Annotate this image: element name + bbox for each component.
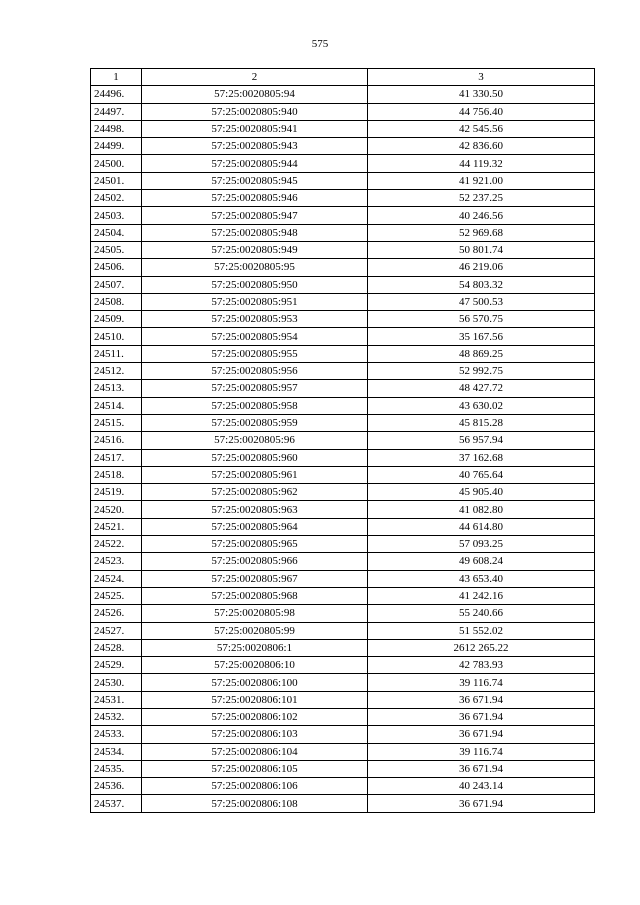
- row-number-cell: 24514.: [91, 397, 142, 414]
- table-row: [91, 241, 595, 258]
- cadastral-number-cell: 57:25:0020806:105: [142, 760, 368, 777]
- table-row: [91, 501, 595, 518]
- cadastral-number-cell: 57:25:0020805:962: [142, 484, 368, 501]
- table-row: [91, 743, 595, 760]
- cadastral-value-table: [90, 68, 595, 813]
- row-number-cell: 24530.: [91, 674, 142, 691]
- cadastral-value-cell: 54 803.32: [368, 276, 595, 293]
- table-row: [91, 536, 595, 553]
- cadastral-value-cell: 36 671.94: [368, 726, 595, 743]
- row-number-cell: 24536.: [91, 778, 142, 795]
- cadastral-value-cell: 56 570.75: [368, 311, 595, 328]
- table-row: [91, 224, 595, 241]
- row-number-cell: 24511.: [91, 345, 142, 362]
- cadastral-value-cell: 46 219.06: [368, 259, 595, 276]
- cadastral-value-cell: 41 330.50: [368, 86, 595, 103]
- row-number-cell: 24529.: [91, 657, 142, 674]
- table-row: [91, 138, 595, 155]
- table-row: [91, 120, 595, 137]
- table-row: [91, 449, 595, 466]
- cadastral-value-cell: 44 119.32: [368, 155, 595, 172]
- row-number-cell: 24515.: [91, 414, 142, 431]
- cadastral-value-cell: 48 427.72: [368, 380, 595, 397]
- table-row: [91, 328, 595, 345]
- row-number-cell: 24525.: [91, 587, 142, 604]
- table-body: [91, 86, 595, 812]
- cadastral-number-cell: 57:25:0020806:106: [142, 778, 368, 795]
- cadastral-value-cell: 43 653.40: [368, 570, 595, 587]
- cadastral-number-cell: 57:25:0020805:95: [142, 259, 368, 276]
- cadastral-value-cell: 52 992.75: [368, 363, 595, 380]
- cadastral-number-cell: 57:25:0020805:963: [142, 501, 368, 518]
- cadastral-value-cell: 43 630.02: [368, 397, 595, 414]
- table-row: [91, 103, 595, 120]
- row-number-cell: 24506.: [91, 259, 142, 276]
- row-number-cell: 24521.: [91, 518, 142, 535]
- cadastral-number-cell: 57:25:0020805:94: [142, 86, 368, 103]
- cadastral-value-cell: 52 237.25: [368, 190, 595, 207]
- cadastral-value-cell: 2612 265.22: [368, 639, 595, 656]
- cadastral-number-cell: 57:25:0020806:100: [142, 674, 368, 691]
- cadastral-value-cell: 48 869.25: [368, 345, 595, 362]
- cadastral-value-cell: 41 242.16: [368, 587, 595, 604]
- cadastral-value-cell: 42 545.56: [368, 120, 595, 137]
- cadastral-number-cell: 57:25:0020805:98: [142, 605, 368, 622]
- cadastral-number-cell: 57:25:0020805:956: [142, 363, 368, 380]
- cadastral-number-cell: 57:25:0020805:953: [142, 311, 368, 328]
- table-row: [91, 760, 595, 777]
- table-row: [91, 518, 595, 535]
- row-number-cell: 24524.: [91, 570, 142, 587]
- cadastral-number-cell: 57:25:0020805:957: [142, 380, 368, 397]
- table-row: [91, 622, 595, 639]
- table-row: [91, 414, 595, 431]
- table-row: [91, 363, 595, 380]
- cadastral-value-cell: 35 167.56: [368, 328, 595, 345]
- header-row: [91, 69, 595, 86]
- row-number-cell: 24504.: [91, 224, 142, 241]
- cadastral-value-cell: 42 836.60: [368, 138, 595, 155]
- cadastral-value-cell: 55 240.66: [368, 605, 595, 622]
- cadastral-number-cell: 57:25:0020805:99: [142, 622, 368, 639]
- row-number-cell: 24523.: [91, 553, 142, 570]
- table-row: [91, 86, 595, 103]
- cadastral-number-cell: 57:25:0020805:941: [142, 120, 368, 137]
- table-row: [91, 380, 595, 397]
- cadastral-value-cell: 40 246.56: [368, 207, 595, 224]
- row-number-cell: 24513.: [91, 380, 142, 397]
- cadastral-number-cell: 57:25:0020806:108: [142, 795, 368, 812]
- cadastral-number-cell: 57:25:0020805:949: [142, 241, 368, 258]
- cadastral-value-cell: 37 162.68: [368, 449, 595, 466]
- cadastral-value-cell: 49 608.24: [368, 553, 595, 570]
- table-row: [91, 172, 595, 189]
- cadastral-number-cell: 57:25:0020805:958: [142, 397, 368, 414]
- row-number-cell: 24507.: [91, 276, 142, 293]
- cadastral-value-cell: 56 957.94: [368, 432, 595, 449]
- cadastral-value-cell: 39 116.74: [368, 743, 595, 760]
- cadastral-value-cell: 51 552.02: [368, 622, 595, 639]
- cadastral-number-cell: 57:25:0020805:946: [142, 190, 368, 207]
- table-row: [91, 691, 595, 708]
- table-row: [91, 587, 595, 604]
- page-number: 575: [311, 38, 329, 50]
- table-row: [91, 190, 595, 207]
- row-number-cell: 24499.: [91, 138, 142, 155]
- table-row: [91, 207, 595, 224]
- row-number-cell: 24500.: [91, 155, 142, 172]
- cadastral-value-cell: 41 921.00: [368, 172, 595, 189]
- row-number-cell: 24509.: [91, 311, 142, 328]
- header-col-1: 1: [91, 69, 142, 86]
- cadastral-number-cell: 57:25:0020805:943: [142, 138, 368, 155]
- row-number-cell: 24532.: [91, 708, 142, 725]
- cadastral-value-cell: 36 671.94: [368, 708, 595, 725]
- row-number-cell: 24537.: [91, 795, 142, 812]
- cadastral-number-cell: 57:25:0020805:96: [142, 432, 368, 449]
- cadastral-value-cell: 36 671.94: [368, 760, 595, 777]
- row-number-cell: 24533.: [91, 726, 142, 743]
- cadastral-value-cell: 44 614.80: [368, 518, 595, 535]
- row-number-cell: 24505.: [91, 241, 142, 258]
- cadastral-value-cell: 52 969.68: [368, 224, 595, 241]
- table-row: [91, 397, 595, 414]
- header-col-3: 3: [368, 69, 595, 86]
- row-number-cell: 24519.: [91, 484, 142, 501]
- cadastral-number-cell: 57:25:0020805:951: [142, 293, 368, 310]
- row-number-cell: 24527.: [91, 622, 142, 639]
- row-number-cell: 24526.: [91, 605, 142, 622]
- cadastral-number-cell: 57:25:0020805:965: [142, 536, 368, 553]
- cadastral-number-cell: 57:25:0020805:959: [142, 414, 368, 431]
- cadastral-number-cell: 57:25:0020805:955: [142, 345, 368, 362]
- cadastral-number-cell: 57:25:0020805:950: [142, 276, 368, 293]
- row-number-cell: 24517.: [91, 449, 142, 466]
- cadastral-number-cell: 57:25:0020805:940: [142, 103, 368, 120]
- cadastral-number-cell: 57:25:0020806:103: [142, 726, 368, 743]
- cadastral-number-cell: 57:25:0020805:945: [142, 172, 368, 189]
- table-row: [91, 155, 595, 172]
- table-row: [91, 484, 595, 501]
- row-number-cell: 24522.: [91, 536, 142, 553]
- cadastral-value-cell: 45 905.40: [368, 484, 595, 501]
- table-row: [91, 778, 595, 795]
- cadastral-number-cell: 57:25:0020806:1: [142, 639, 368, 656]
- row-number-cell: 24531.: [91, 691, 142, 708]
- table-row: [91, 726, 595, 743]
- cadastral-number-cell: 57:25:0020806:101: [142, 691, 368, 708]
- cadastral-number-cell: 57:25:0020805:966: [142, 553, 368, 570]
- header-col-2: 2: [142, 69, 368, 86]
- cadastral-number-cell: 57:25:0020806:102: [142, 708, 368, 725]
- cadastral-number-cell: 57:25:0020806:10: [142, 657, 368, 674]
- row-number-cell: 24496.: [91, 86, 142, 103]
- row-number-cell: 24512.: [91, 363, 142, 380]
- cadastral-number-cell: 57:25:0020805:960: [142, 449, 368, 466]
- row-number-cell: 24497.: [91, 103, 142, 120]
- cadastral-value-cell: 44 756.40: [368, 103, 595, 120]
- cadastral-value-cell: 41 082.80: [368, 501, 595, 518]
- row-number-cell: 24534.: [91, 743, 142, 760]
- table-row: [91, 466, 595, 483]
- row-number-cell: 24502.: [91, 190, 142, 207]
- table-row: [91, 674, 595, 691]
- cadastral-value-cell: 57 093.25: [368, 536, 595, 553]
- table-row: [91, 345, 595, 362]
- row-number-cell: 24508.: [91, 293, 142, 310]
- row-number-cell: 24518.: [91, 466, 142, 483]
- cadastral-value-cell: 36 671.94: [368, 691, 595, 708]
- row-number-cell: 24510.: [91, 328, 142, 345]
- table-row: [91, 605, 595, 622]
- row-number-cell: 24503.: [91, 207, 142, 224]
- cadastral-number-cell: 57:25:0020806:104: [142, 743, 368, 760]
- cadastral-value-cell: 39 116.74: [368, 674, 595, 691]
- row-number-cell: 24501.: [91, 172, 142, 189]
- table-row: [91, 708, 595, 725]
- table-row: [91, 311, 595, 328]
- cadastral-value-cell: 40 765.64: [368, 466, 595, 483]
- cadastral-number-cell: 57:25:0020805:944: [142, 155, 368, 172]
- table-row: [91, 259, 595, 276]
- cadastral-value-cell: 45 815.28: [368, 414, 595, 431]
- table-row: [91, 639, 595, 656]
- table-header: [91, 69, 595, 86]
- cadastral-number-cell: 57:25:0020805:964: [142, 518, 368, 535]
- cadastral-value-cell: 40 243.14: [368, 778, 595, 795]
- cadastral-value-cell: 50 801.74: [368, 241, 595, 258]
- cadastral-value-cell: 36 671.94: [368, 795, 595, 812]
- row-number-cell: 24516.: [91, 432, 142, 449]
- row-number-cell: 24535.: [91, 760, 142, 777]
- row-number-cell: 24498.: [91, 120, 142, 137]
- table-row: [91, 553, 595, 570]
- cadastral-number-cell: 57:25:0020805:954: [142, 328, 368, 345]
- table-row: [91, 432, 595, 449]
- cadastral-number-cell: 57:25:0020805:967: [142, 570, 368, 587]
- cadastral-number-cell: 57:25:0020805:968: [142, 587, 368, 604]
- table-row: [91, 570, 595, 587]
- row-number-cell: 24520.: [91, 501, 142, 518]
- row-number-cell: 24528.: [91, 639, 142, 656]
- table-row: [91, 795, 595, 812]
- cadastral-value-cell: 47 500.53: [368, 293, 595, 310]
- cadastral-number-cell: 57:25:0020805:948: [142, 224, 368, 241]
- table-row: [91, 657, 595, 674]
- table-row: [91, 293, 595, 310]
- table-row: [91, 276, 595, 293]
- cadastral-number-cell: 57:25:0020805:961: [142, 466, 368, 483]
- cadastral-number-cell: 57:25:0020805:947: [142, 207, 368, 224]
- cadastral-value-cell: 42 783.93: [368, 657, 595, 674]
